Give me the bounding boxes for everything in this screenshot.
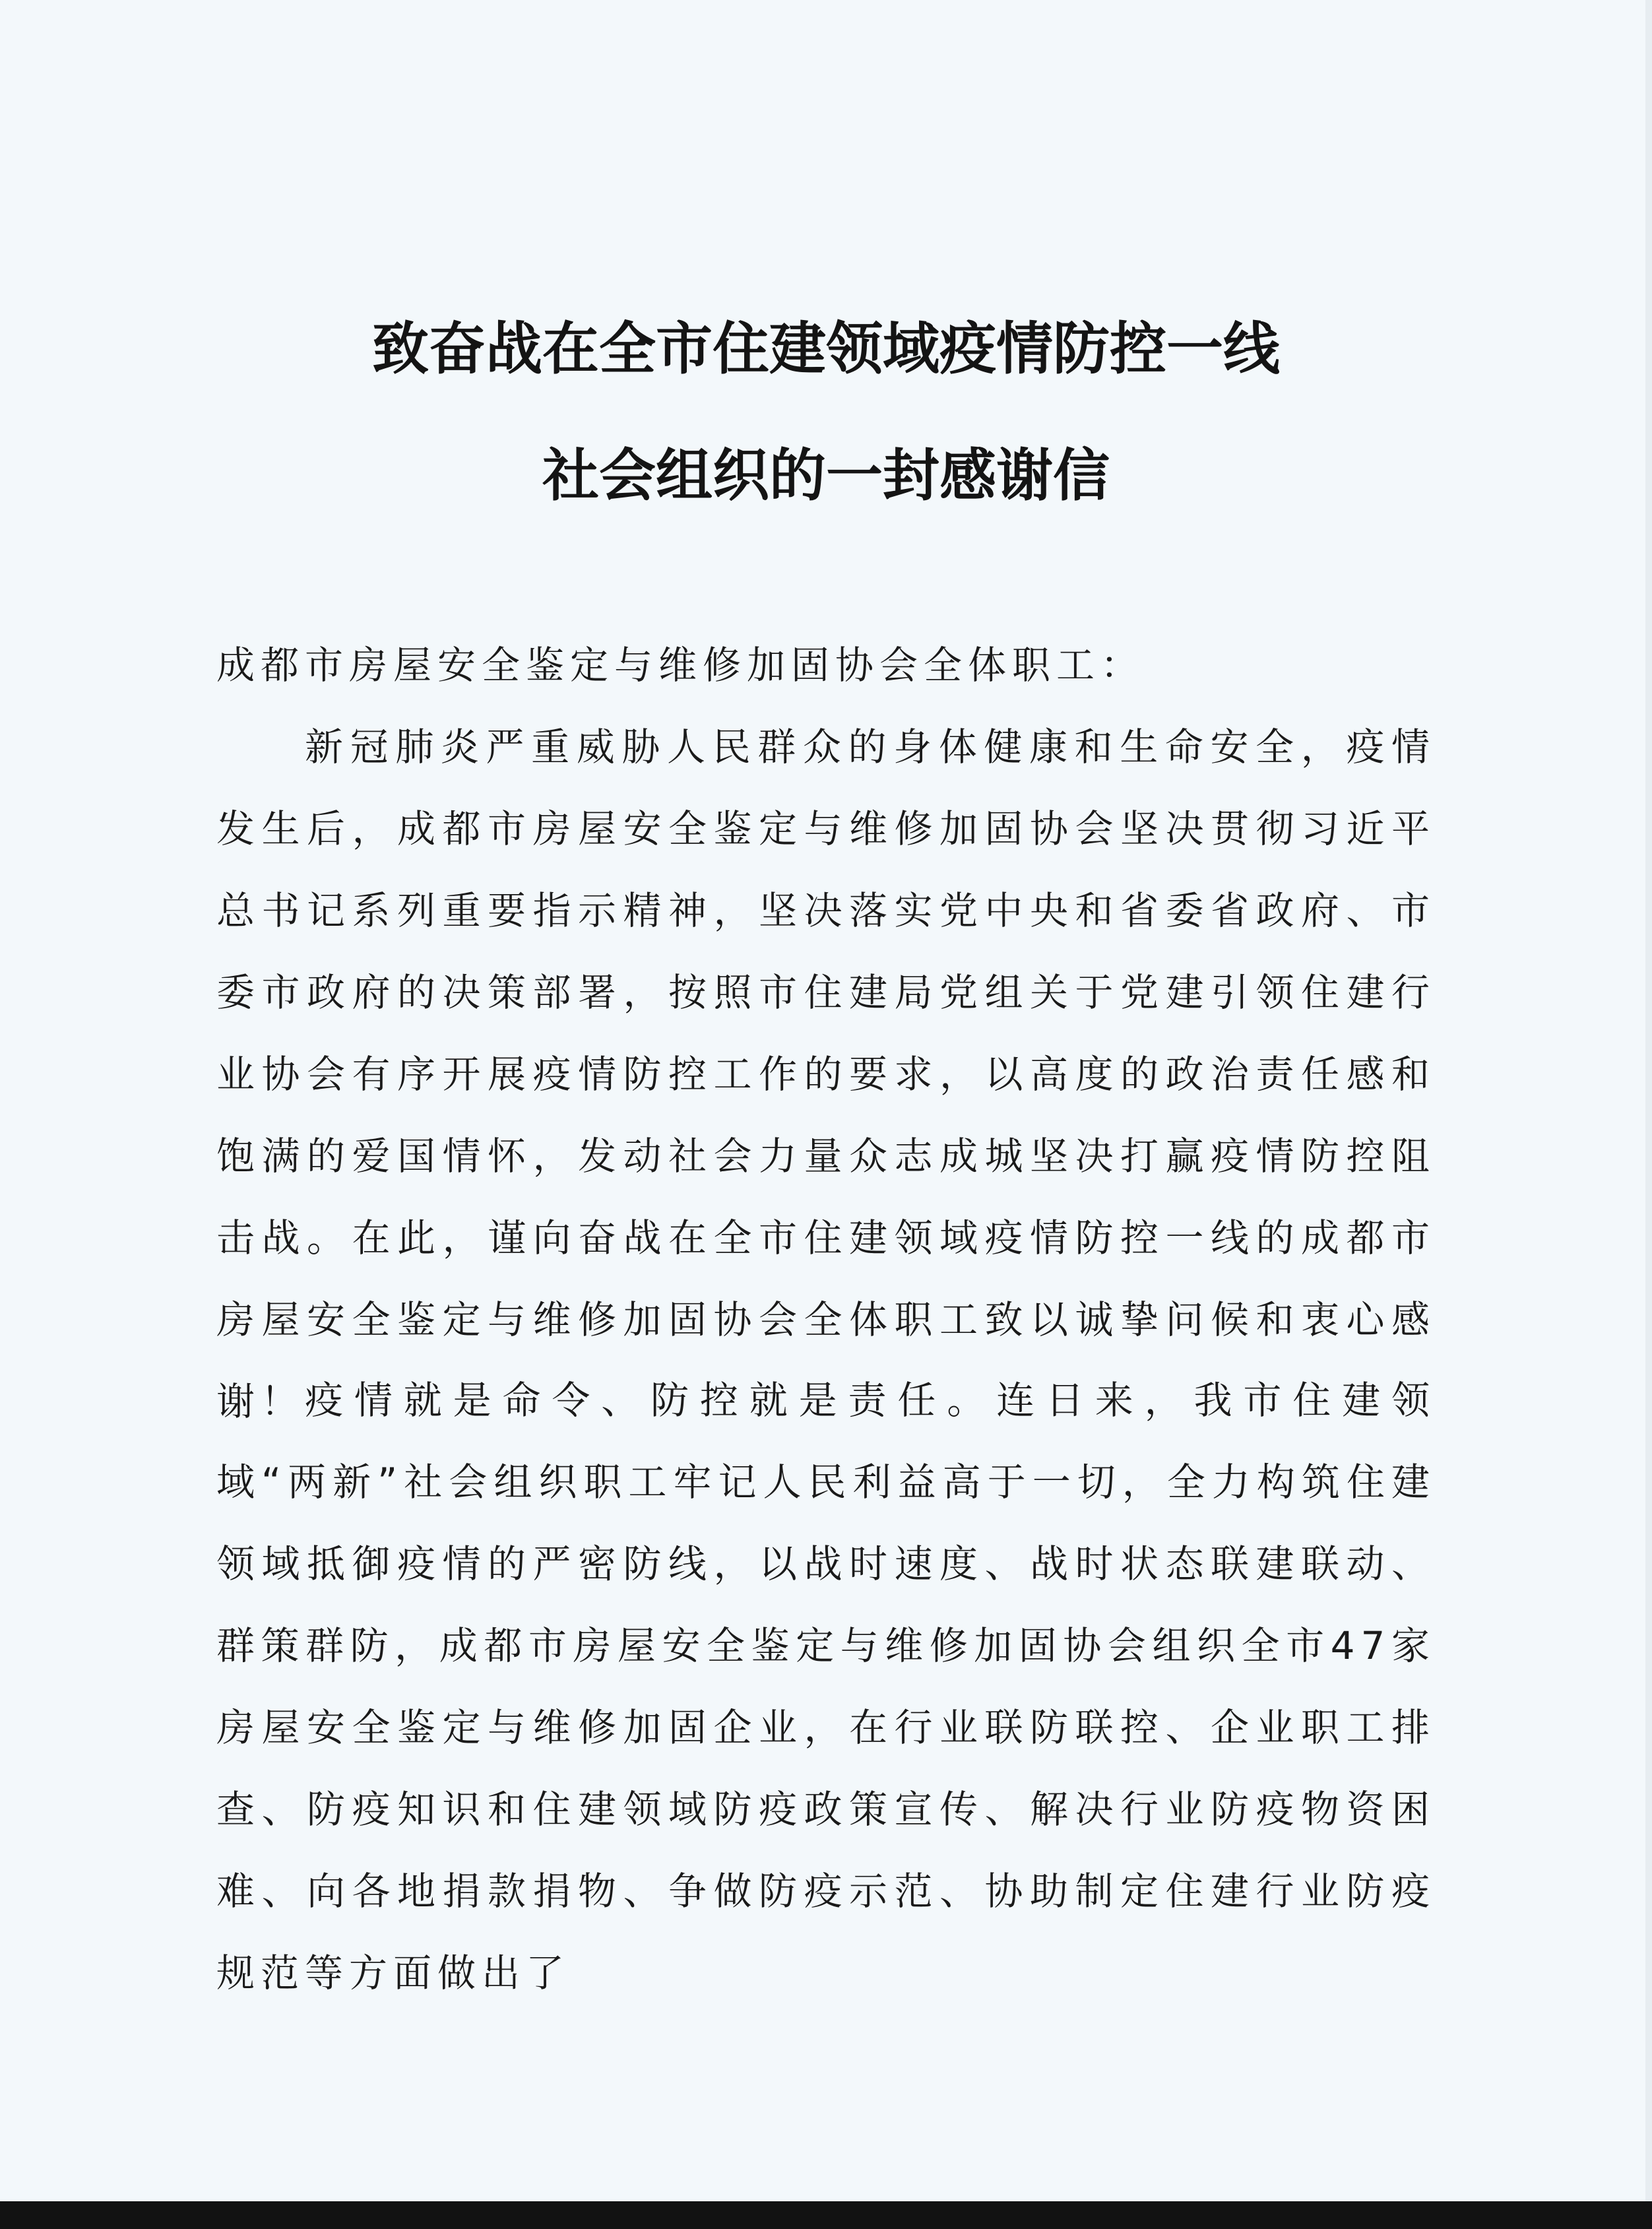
scan-bottom-border bbox=[0, 2201, 1652, 2229]
letter-title-line2: 社会组织的一封感谢信 bbox=[542, 442, 1110, 509]
letter-paragraph-2: 疫情就是命令、防控就是责任。连日来，我市住建领域“两新”社会组织职工牢记人民利益高于一切，全力构筑住建领域抵御疫情的严密防线，以战时速度、战时状态联建联动、群策群防，成都市房屋安全鉴定与维修加固协会组织全市47家房屋安全鉴定与维修加固企业，在行业联防联控、企业职工排查、防疫知识和住建领域防疫政策宣传、解决行业防疫物资困难、向各地捐款捐物、争做防疫示范、协助制定住建行业防疫规范等方面做出了 bbox=[216, 1378, 1436, 1995]
letter-title-line1: 致奋战在全市住建领域疫情防控一线 bbox=[372, 315, 1280, 382]
letter-salutation: 成都市房屋安全鉴定与维修加固协会全体职工： bbox=[216, 643, 1145, 688]
letter-paragraph-1: 新冠肺炎严重威胁人民群众的身体健康和生命安全，疫情发生后，成都市房屋安全鉴定与维修加固协会坚决贯彻习近平总书记系列重要指示精神，坚决落实党中央和省委省政府、市委市政府的决策部署，按照市住建局党组关于党建引领住建行业协会有序开展疫情防控工作的要求，以高度的政治责任感和饱满的爱国情怀，发动社会力量众志成城坚决打赢疫情防控阻击战。在此，谨向奋战在全市住建领域疫情防控一线的成都市房屋安全鉴定与维修加固协会全体职工致以诚挚问候和衷心感谢！ bbox=[216, 725, 1436, 1424]
